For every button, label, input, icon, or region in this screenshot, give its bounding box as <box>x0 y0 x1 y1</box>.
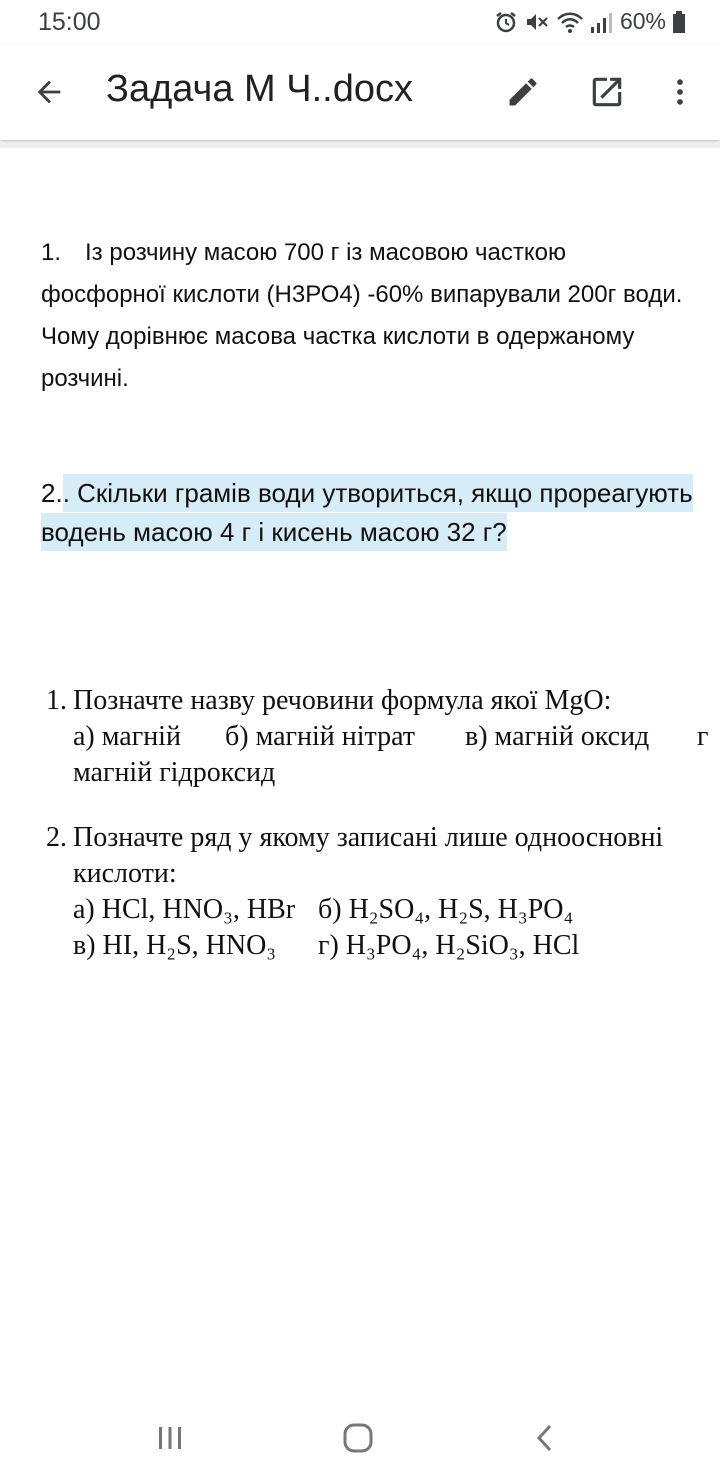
test-1-option-d-start: г <box>697 721 709 752</box>
test-2-option-c: в) HI, H₂S, HNO₃ <box>73 930 277 961</box>
recents-button[interactable] <box>140 1416 200 1460</box>
edit-button[interactable] <box>495 64 551 120</box>
open-in-app-button[interactable] <box>579 64 635 120</box>
alarm-icon <box>494 10 518 34</box>
question-2-text-highlighted: . Скільки грамів води утвориться, якщо прореагують водень масою 4 г і кисень масою 32 г? <box>41 474 693 551</box>
test-1-option-b: б) магній нітрат <box>225 721 416 752</box>
system-nav-bar <box>0 1400 720 1480</box>
question-2-number: 2. <box>41 478 63 508</box>
mute-icon <box>524 10 550 34</box>
question-1 <box>41 232 691 400</box>
signal-icon <box>590 10 612 34</box>
test-2-option-d: г) H₃PO₄, H₂SiO₃, HCl <box>318 930 580 961</box>
home-button[interactable] <box>328 1416 388 1460</box>
battery-percent: 60% <box>619 8 666 34</box>
test-2-question-line2: кислоти: <box>73 858 177 889</box>
more-vert-icon <box>663 75 697 109</box>
more-options-button[interactable] <box>652 64 708 120</box>
nav-back-icon <box>531 1422 559 1454</box>
test-2-number: 2. <box>46 822 67 853</box>
nav-back-button[interactable] <box>515 1416 575 1460</box>
test-2-option-a: а) HCl, HNO₃, HBr <box>73 894 296 925</box>
app-bar-divider <box>0 142 720 148</box>
document-title: Задача М Ч..docx <box>106 68 413 110</box>
test-2-question-line1: Позначте ряд у якому записані лише одноосновні <box>73 822 664 853</box>
test-1-option-c: в) магній оксид <box>465 721 650 752</box>
app-bar <box>0 44 720 140</box>
test-2-option-b: б) H₂SO₄, H₂S, H₃PO₄ <box>318 894 574 925</box>
test-question-2 <box>46 820 720 964</box>
test-1-number: 1. <box>46 685 67 716</box>
wifi-icon <box>556 10 584 34</box>
question-1-text: Із розчину масою 700 г із масовою часткою фосфорної кислоти (Н3РО4) -60% випарували 200г води. Чому дорівнює масова частка кислоти в одержаному розчині. <box>41 239 683 392</box>
back-arrow-icon <box>32 75 66 109</box>
test-1-option-d-rest: магній гідроксид <box>73 757 276 788</box>
home-icon <box>342 1422 374 1454</box>
edit-pencil-icon <box>505 74 541 110</box>
status-bar <box>0 0 720 44</box>
back-button[interactable] <box>21 64 77 120</box>
status-icons <box>494 8 686 35</box>
status-time: 15:00 <box>38 8 101 36</box>
battery-icon <box>672 10 686 34</box>
test-question-1 <box>46 683 720 791</box>
question-1-number: 1. <box>41 239 62 266</box>
recents-icon <box>155 1423 185 1453</box>
question-2 <box>41 474 713 552</box>
open-external-icon <box>588 73 626 111</box>
test-1-question: Позначте назву речовини формула якої MgO: <box>73 685 612 716</box>
test-1-option-a: а) магній <box>73 721 181 752</box>
